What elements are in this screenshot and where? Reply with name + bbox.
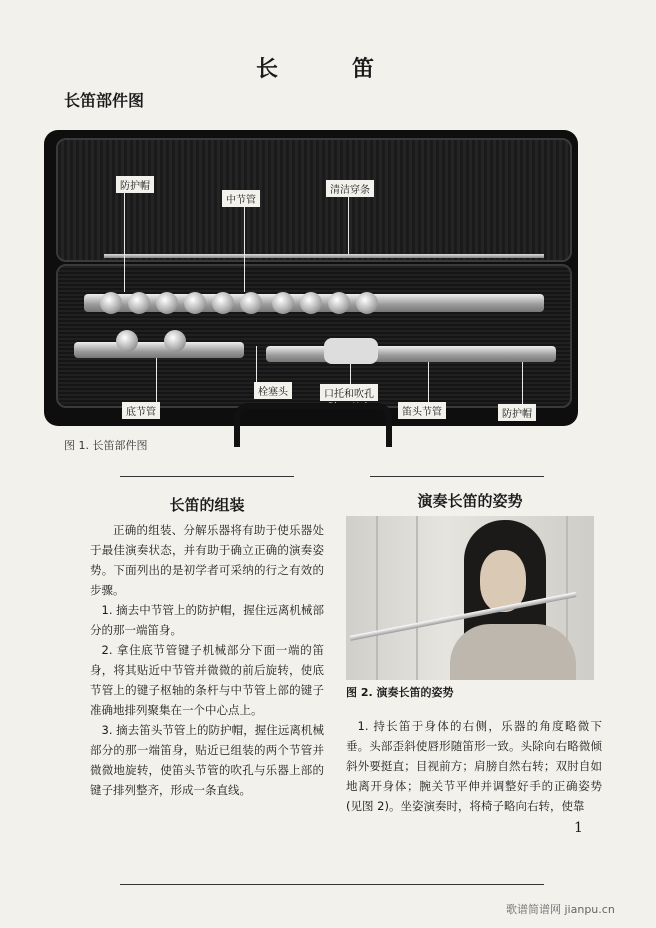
page-title: 长 笛 (255, 57, 400, 82)
label-lip-plate: 口托和吹孔 (320, 384, 378, 401)
flutist-photo (346, 516, 594, 680)
assembly-step-1: 1. 摘去中节管上的防护帽，握住远离机械部分的那一端笛身。 (90, 603, 324, 637)
leader-line (350, 364, 351, 384)
leader-line (244, 206, 245, 292)
leader-line (522, 362, 523, 404)
flute-key (128, 292, 150, 314)
label-cap-top: 防护帽 (116, 176, 154, 193)
figure2-caption: 图 2. 演奏长笛的姿势 (346, 686, 454, 699)
section-rule (120, 476, 294, 477)
flute-key (184, 292, 206, 314)
assembly-heading: 长笛的组装 (169, 496, 245, 514)
footer-rule (120, 884, 544, 885)
flute-key (356, 292, 378, 314)
posture-heading: 演奏长笛的姿势 (417, 492, 523, 510)
label-cleaning-rod: 清洁穿条 (326, 180, 374, 197)
assembly-step-3: 3. 摘去笛头节管上的防护帽，握住远离机械部分的那一端笛身，贴近已组装的两个节管并微微地旋转，使笛头节管的吹孔与乐器上部的键子排列整齐，形成一条直线。 (90, 723, 324, 797)
case-handle (234, 403, 392, 447)
leader-line (256, 346, 257, 382)
leader-line (428, 362, 429, 402)
case-lid (56, 138, 572, 262)
assembly-step-2: 2. 拿住底节管键子机械部分下面一端的笛身，将其贴近中节管并微微的前后旋转，使底节管上的键子枢轴的条杆与中节管上部的键子准确地排列聚集在一个中心点上。 (90, 643, 324, 717)
flute-key (212, 292, 234, 314)
flute-key (272, 292, 294, 314)
label-middle-joint: 中节管 (222, 190, 260, 207)
page-number: 1 (574, 820, 583, 836)
flute-key (240, 292, 262, 314)
leader-line (124, 192, 125, 292)
curtain-fold (376, 516, 378, 680)
flute-key (164, 330, 186, 352)
foot-joint-tube (74, 342, 244, 358)
flute-case-photo (44, 130, 578, 426)
flutist-body (450, 624, 576, 680)
head-joint-tube (266, 346, 556, 362)
posture-paragraph: 1. 持长笛于身体的右侧，乐器的角度略微下垂。头部歪斜使唇形随笛形一致。头除向右略微倾斜外要挺直；目视前方；肩膀自然右转；双肘自如地离开身体；腕关节平伸并调整好手的正确姿势(见图 2)。坐姿演奏时，将椅子略向右转，使靠 (346, 719, 602, 813)
flute-key (100, 292, 122, 314)
assembly-intro: 正确的组装、分解乐器将有助于使乐器处于最佳演奏状态，并有助于确立正确的演奏姿势。下面列出的是初学者可采纳的行之有效的步骤。 (90, 523, 324, 597)
label-head-joint: 笛头节管 (398, 402, 446, 419)
curtain-fold (416, 516, 418, 680)
label-cap-bottom: 防护帽 (498, 404, 536, 421)
figure1-caption: 图 1. 长笛部件图 (64, 439, 148, 452)
flute-key (300, 292, 322, 314)
section-rule (370, 476, 544, 477)
label-crown: 栓塞头 (254, 382, 292, 399)
leader-line (348, 196, 349, 254)
assembly-text (90, 520, 324, 800)
label-foot-joint: 底节管 (122, 402, 160, 419)
leader-line (156, 358, 157, 402)
flute-key (156, 292, 178, 314)
label-blow-hole: Blow Hole (328, 402, 373, 412)
flute-key (116, 330, 138, 352)
parts-subheading: 长笛部件图 (64, 91, 145, 110)
lip-plate (324, 338, 378, 364)
watermark: 歌谱简谱网 jianpu.cn (506, 903, 615, 916)
flute-key (328, 292, 350, 314)
cleaning-rod (104, 254, 544, 258)
